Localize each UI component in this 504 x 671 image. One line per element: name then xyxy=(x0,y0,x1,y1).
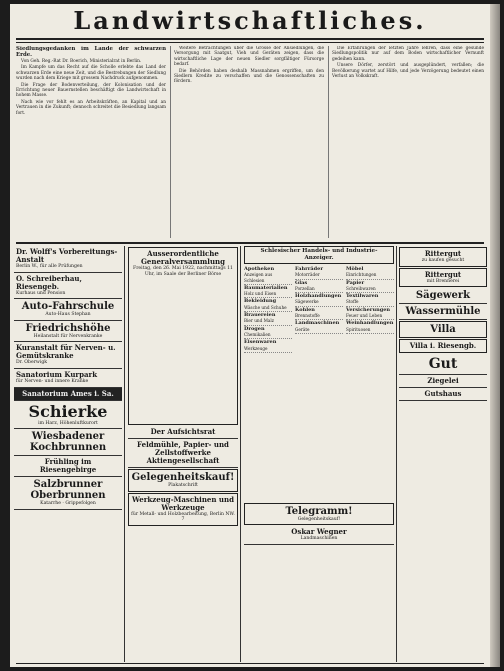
list-item: Drogen Chemikalien xyxy=(244,326,292,340)
ad-block: Oskar Wegner Landmaschinen xyxy=(244,526,394,545)
column-separator xyxy=(124,246,125,662)
article-title: Siedlungsgedanken im Lande der schwarzen Erde. xyxy=(16,46,166,58)
ad-block: Kuranstalt für Nerven- u. Gemütskranke Dr. Oberwigk xyxy=(14,342,122,369)
listing-columns xyxy=(244,246,394,662)
article-byline: Von Geh. Reg.-Rat Dr. Boerich, Ministerialrat in Berlin. xyxy=(21,59,142,64)
ad-block: Friedrichshöhe Heilanstalt für Nervenkranke xyxy=(14,321,122,343)
ad-block: Sanatorium Ames i. Sa. xyxy=(14,388,122,401)
list-item: Papier Schreibwaren xyxy=(346,280,394,294)
listing-grid xyxy=(244,266,394,353)
article-paragraph: Die Erfahrungen der letzten Jahre lehren, dass eine gesunde Siedlungspolitik nur auf dem Boden wirtschaftlicher Vernunft gedeihen kann. xyxy=(332,46,484,62)
ad-block: Villa xyxy=(399,321,487,338)
ads-column-2 xyxy=(128,246,238,662)
column-separator xyxy=(328,46,329,238)
listing-subcolumn xyxy=(244,266,292,353)
list-item: Brauereien Bier und Malz xyxy=(244,312,292,326)
article-paragraph: Die Behörden haben deshalb Massnahmen ergriffen, um den Siedlern Kredite zu verschaffen und die Genossenschaften zu fördern. xyxy=(174,68,324,85)
masthead-rule-thin xyxy=(16,42,484,43)
ad-block: Gut xyxy=(399,354,487,375)
list-item: Weinhandlungen Spirituosen xyxy=(346,320,394,334)
list-item: Fahrräder Motorräder xyxy=(295,266,343,280)
article-paragraph: Die Frage der Bodenverteilung, der Kolonisation und der Errichtung neuer Bauernstellen beschäftigt die Landwirtschaft in hohem Masse. xyxy=(16,82,166,99)
list-item: Möbel Einrichtungen xyxy=(346,266,394,280)
ad-block: Gutshaus xyxy=(399,388,487,401)
ad-block: Rittergut zu kaufen gesucht xyxy=(399,247,487,267)
ad-block: Auto-Fahrschule Auto-Haus Stephan xyxy=(14,299,122,321)
ad-block: Schierke im Harz, Höhenluftkurort xyxy=(14,401,122,430)
article-paragraph: Im Kampfe um das Recht auf die Scholle erlebte das Land der schwarzen Erde eine neue Zeit, und die Bestrebungen der Siedlung wurden nach dem Kriege mit grossem Nachdruck aufgenommen. xyxy=(16,65,166,82)
ad-block: Frühling im Riesengebirge xyxy=(14,456,122,477)
masthead: Landwirtschaftliches. xyxy=(73,6,427,35)
ad-block: Salzbrunner Oberbrunnen Katarrhe · Grippefolgen xyxy=(14,477,122,510)
ad-block: Sägewerk xyxy=(399,288,487,304)
list-item: Bekleidung Wäsche und Schuhe xyxy=(244,298,292,312)
article-paragraph: Nach wie vor fehlt es an Arbeitskräften, an Kapital und an Vertrauen in die Zukunft; dennoch schreitet die Besiedlung langsam fort. xyxy=(16,99,166,116)
list-item: Baumaterialien Holz und Eisen xyxy=(244,285,292,299)
column-separator xyxy=(396,246,397,662)
ad-block: Wiesbadener Kochbrunnen xyxy=(14,429,122,456)
article-paragraph: Weitere Betrachtungen über die Grösse der Ansiedlungen, die Versorgung mit Saatgut, Vieh und Geräten zeigen, dass die wirtschaftliche Lage der neuen Siedler sorgfältiger Fürsorge bedarf. xyxy=(174,46,324,68)
ad-block: Sanatorium Kurpark für Nerven- und innere Kranke xyxy=(14,369,122,388)
newspaper-page xyxy=(10,4,490,667)
list-item: Glas Porzellan xyxy=(295,280,343,294)
column-separator xyxy=(170,46,171,238)
book-spine xyxy=(490,4,500,667)
list-item: Textilwaren Stoffe xyxy=(346,293,394,307)
article-column-2 xyxy=(174,46,324,240)
ad-block: Gelegenheitskauf! Plakatschrift xyxy=(128,469,238,492)
list-item: Apotheken Anzeigen aus Schlesien xyxy=(244,266,292,285)
column-separator xyxy=(240,246,241,662)
ad-block: Der Aufsichtsrat xyxy=(128,426,238,439)
list-item: Kohlen Brennstoffe xyxy=(295,307,343,321)
article-paragraph: Unsere Dörfer, zerstört und ausgeplündert, verfallen; die Bevölkerung wartet auf Hilfe, und jede Verzögerung bedeutet einen Verlust an Volkskraft. xyxy=(332,63,484,80)
bottom-rule xyxy=(16,663,484,664)
masthead-rule xyxy=(16,38,484,40)
ad-block: O. Schreiberhau, Riesengeb. Kurhaus und Pension xyxy=(14,273,122,300)
section-rule xyxy=(16,242,484,244)
ad-block: Dr. Wolff's Vorbereitungs-Anstalt Berlin W., für alle Prüfungen xyxy=(14,246,122,273)
list-item: Versicherungen Feuer und Leben xyxy=(346,307,394,321)
ad-block: Wassermühle xyxy=(399,304,487,320)
list-item: Holzhandlungen Sägewerke xyxy=(295,293,343,307)
ads-column-4 xyxy=(399,246,487,662)
ad-block: Ziegelei xyxy=(399,375,487,388)
ad-block: Telegramm! Gelegenheitskauf! xyxy=(244,503,394,526)
article-column-1 xyxy=(16,46,166,240)
ads-column-1 xyxy=(14,246,122,662)
listing-subcolumn xyxy=(295,266,343,353)
listing-subcolumn xyxy=(346,266,394,353)
ad-block: Rittergut mit Brennerei xyxy=(399,268,487,288)
list-item: Eisenwaren Werkzeuge xyxy=(244,339,292,353)
ad-block: Ausserordentliche Generalversammlung Freitag, den 26. Mai 1922, nachmittags 11 Uhr, im Saale der Berliner Börse xyxy=(128,247,238,425)
ad-block: Villa i. Riesengb. xyxy=(399,339,487,353)
listing-title: Schlesischer Handels- und Industrie-Anzeiger. xyxy=(244,246,394,264)
article-column-3 xyxy=(332,46,484,240)
ad-block: Feldmühle, Papier- und Zellstoffwerke Aktiengesellschaft xyxy=(128,439,238,468)
list-item: Landmaschinen Geräte xyxy=(295,320,343,334)
ad-block: Werkzeug-Maschinen und Werkzeuge für Metall- und Holzbearbeitung, Berlin NW. 7 xyxy=(128,493,238,526)
